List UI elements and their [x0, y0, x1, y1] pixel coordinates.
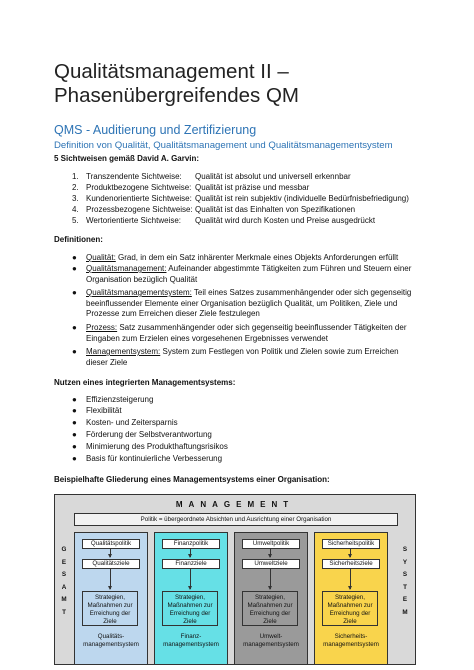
bullet-icon: ● — [72, 430, 77, 439]
management-diagram — [54, 494, 416, 665]
section-heading: QMS - Auditierung und Zertifizierung — [54, 123, 257, 137]
bullet-icon: ● — [72, 264, 77, 273]
arrow-down-icon — [350, 549, 351, 557]
bullet-icon: ● — [72, 395, 77, 404]
goals-box: Umweltziele — [242, 559, 300, 569]
system-label: Qualitäts- managementsystem — [83, 633, 139, 648]
garvin-heading: 5 Sichtweisen gemäß David A. Garvin: — [54, 154, 200, 163]
column-safety — [314, 532, 388, 665]
definition-text: Teil eines Satzes zusammenhängender oder sich gegenseitig beeinflussender Elemente einer Organisation bezüglich Qualität, um Politiken, Ziele und Prozesse zum Erreichen dieser Ziele festzulegen — [86, 288, 412, 319]
bullet-icon: ● — [72, 406, 77, 415]
page-title — [54, 60, 299, 108]
goals-box: Finanzziele — [162, 559, 220, 569]
goals-box: Qualitätsziele — [82, 559, 140, 569]
side-letter: M — [402, 608, 408, 616]
benefits-heading: Nutzen eines integrierten Managementsystems: — [54, 378, 236, 387]
goals-box: Sicherheitsziele — [322, 559, 380, 569]
side-letter: S — [402, 546, 408, 553]
item-name: Produktbezogene Sichtweise: — [86, 183, 192, 192]
item-number: 4. — [72, 205, 79, 214]
system-label: Finanz- managementsystem — [163, 633, 219, 648]
bullet-icon: ● — [72, 418, 77, 427]
definition-term: Qualitätsmanagementsystem: — [86, 288, 192, 297]
benefit-text: Kosten- und Zeitersparnis — [86, 418, 178, 427]
definition-text: System zum Festlegen von Politik und Zielen sowie zum Erreichen dieser Ziele — [86, 347, 399, 367]
item-number: 2. — [72, 183, 79, 192]
arrow-down-icon — [190, 549, 191, 557]
title-line-2: Phasenübergreifendes QM — [54, 84, 300, 107]
benefit-text: Basis für kontinuierliche Verbesserung — [86, 454, 223, 463]
policy-bar: Politik = übergeordnete Absichten und Ausrichtung einer Organisation — [74, 513, 398, 526]
bullet-icon: ● — [72, 347, 77, 356]
column-finance — [154, 532, 228, 665]
policy-box: Qualitätspolitik — [82, 539, 140, 549]
left-side-label — [59, 544, 69, 620]
side-letter: S — [61, 571, 67, 579]
side-letter: M — [61, 596, 67, 604]
item-name: Transzendente Sichtweise: — [86, 172, 182, 181]
side-letter: Y — [402, 558, 408, 566]
item-number: 3. — [72, 194, 79, 203]
item-number: 5. — [72, 216, 79, 225]
definition-text: Satz zusammenhängender oder sich gegenseitig beeinflussender Tätigkeiten der Eingaben zum Erzielen eines vorgesehenen Ergebnisses verwendet — [86, 323, 407, 343]
strategy-box: Strategien, Maßnahmen zur Erreichung der Ziele — [322, 591, 378, 626]
definition-term: Managementsystem: — [86, 347, 161, 356]
sub-heading: Definition von Qualität, Qualitätsmanagement und Qualitätsmanagementsystem — [54, 140, 393, 151]
item-name: Kundenorientierte Sichtweise: — [86, 194, 192, 203]
benefit-text: Förderung der Selbstverantwortung — [86, 430, 212, 439]
system-label: Umwelt- managementsystem — [243, 633, 299, 648]
side-letter: S — [402, 571, 408, 579]
column-quality — [74, 532, 148, 665]
side-letter: G — [61, 546, 67, 553]
side-letter: A — [61, 583, 67, 591]
strategy-box: Strategien, Maßnahmen zur Erreichung der Ziele — [242, 591, 298, 626]
right-side-label — [400, 544, 410, 620]
bullet-icon: ● — [72, 442, 77, 451]
benefit-text: Minimierung des Produkthaftungsrisikos — [86, 442, 228, 451]
strategy-box: Strategien, Maßnahmen zur Erreichung der Ziele — [82, 591, 138, 626]
diagram-top-label: MANAGEMENT — [175, 500, 295, 509]
item-name: Prozessbezogene Sichtweise: — [86, 205, 193, 214]
policy-box: Umweltpolitik — [242, 539, 300, 549]
bullet-icon: ● — [72, 323, 77, 332]
item-desc: Qualität ist rein subjektiv (individuelle Bedürfnisbefriedigung) — [195, 194, 409, 203]
arrow-down-icon — [270, 549, 271, 557]
definition-text: Aufeinander abgestimmte Tätigkeiten zum Führen und Steuern einer Organisation bezüglich Qualität — [86, 264, 412, 284]
side-letter: T — [62, 608, 66, 616]
item-desc: Qualität ist präzise und messbar — [195, 183, 310, 192]
benefit-text: Effizienzsteigerung — [86, 395, 154, 404]
bullet-icon: ● — [72, 454, 77, 463]
arrow-down-icon — [190, 569, 191, 589]
policy-box: Sicherheitspolitik — [322, 539, 380, 549]
example-heading: Beispielhafte Gliederung eines Managementsystems einer Organisation: — [54, 475, 330, 484]
arrow-down-icon — [110, 569, 111, 589]
arrow-down-icon — [350, 569, 351, 589]
definition-term: Prozess: — [86, 323, 118, 332]
side-letter: T — [403, 583, 407, 591]
item-desc: Qualität ist absolut und universell erkennbar — [195, 172, 351, 181]
policy-box: Finanzpolitik — [162, 539, 220, 549]
benefit-text: Flexibilität — [86, 406, 122, 415]
side-letter: E — [61, 558, 67, 566]
arrow-down-icon — [270, 569, 271, 589]
definition-term: Qualität: — [86, 253, 116, 262]
arrow-down-icon — [110, 549, 111, 557]
item-number: 1. — [72, 172, 79, 181]
bullet-icon: ● — [72, 288, 77, 297]
item-desc: Qualität ist das Einhalten von Spezifikationen — [195, 205, 356, 214]
definition-term: Qualitätsmanagement: — [86, 264, 167, 273]
system-label: Sicherheits- managementsystem — [323, 633, 379, 648]
definitions-heading: Definitionen: — [54, 235, 103, 244]
side-letter: E — [402, 596, 408, 604]
item-name: Wertorientierte Sichtweise: — [86, 216, 181, 225]
item-desc: Qualität wird durch Kosten und Preise ausgedrückt — [195, 216, 376, 225]
definition-text: Grad, in dem ein Satz inhärenter Merkmale eines Objekts Anforderungen erfüllt — [115, 253, 399, 262]
column-environment — [234, 532, 308, 665]
title-line-1: Qualitätsmanagement II – — [54, 60, 289, 83]
bullet-icon: ● — [72, 253, 77, 262]
strategy-box: Strategien, Maßnahmen zur Erreichung der Ziele — [162, 591, 218, 626]
